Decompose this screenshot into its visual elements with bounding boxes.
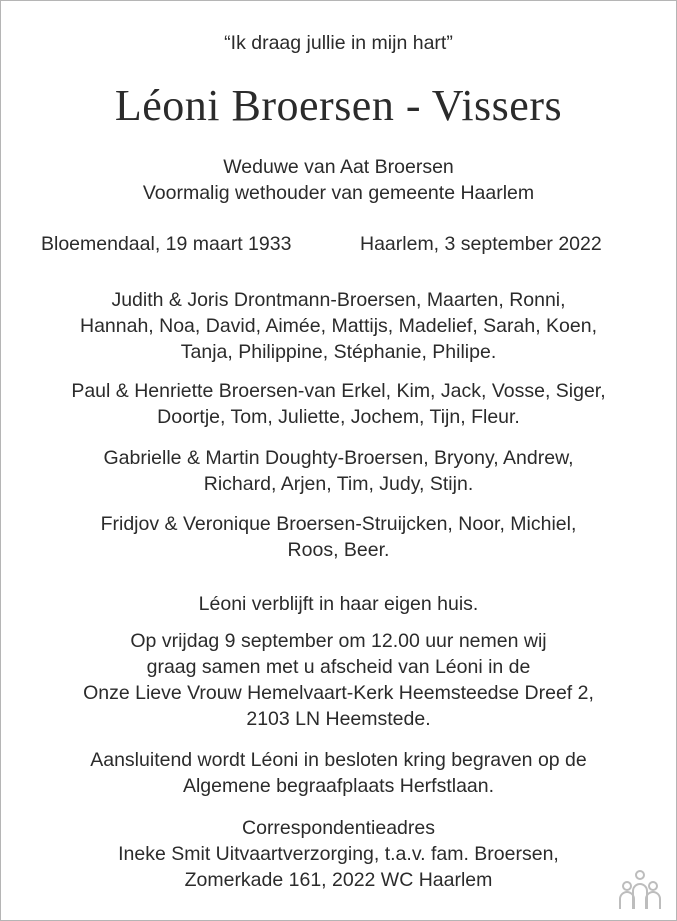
family-group (1, 287, 676, 365)
family-line: Tanja, Philippine, Stéphanie, Philipe. (180, 341, 497, 363)
family-group (1, 511, 676, 563)
family-line: Paul & Henriette Broersen-van Erkel, Kim, Jack, Vosse, Siger, (71, 380, 606, 402)
ceremony-line: Op vrijdag 9 september om 12.00 uur nemen wij (130, 630, 547, 652)
description-line: Voormalig wethouder van gemeente Haarlem (142, 182, 535, 204)
correspondence-line: Ineke Smit Uitvaartverzorging, t.a.v. fam. Broersen, (118, 843, 559, 865)
family-line: Judith & Joris Drontmann-Broersen, Maarten, Ronni, (111, 289, 566, 311)
family-group (1, 445, 676, 497)
ceremony-line: 2103 LN Heemstede. (246, 708, 431, 730)
quote: “Ik draag jullie in mijn hart” (224, 32, 453, 54)
family-line: Hannah, Noa, David, Aimée, Mattijs, Madelief, Sarah, Koen, (79, 315, 598, 337)
ceremony-notice (1, 628, 676, 732)
stay-line: Léoni verblijft in haar eigen huis. (198, 593, 479, 615)
birth-date: Bloemendaal, 19 maart 1933 (41, 233, 292, 255)
correspondence-line: Correspondentieadres (242, 817, 435, 839)
ceremony-line: graag samen met u afscheid van Léoni in de (146, 656, 531, 678)
ceremony-line: Onze Lieve Vrouw Hemelvaart-Kerk Heemsteedse Dreef 2, (83, 682, 594, 704)
correspondence-address (1, 815, 676, 893)
death-date: Haarlem, 3 september 2022 (360, 233, 602, 255)
burial-notice (1, 747, 676, 799)
family-line: Richard, Arjen, Tim, Judy, Stijn. (203, 473, 474, 495)
description (1, 154, 676, 206)
family-line: Fridjov & Veronique Broersen-Struijcken, Noor, Michiel, (100, 513, 577, 535)
family-group (1, 378, 676, 430)
burial-line: Algemene begraafplaats Herfstlaan. (182, 775, 495, 797)
family-line: Gabrielle & Martin Doughty-Broersen, Bryony, Andrew, (103, 447, 574, 469)
family-group-icon (616, 869, 664, 911)
stay-notice (1, 591, 676, 617)
life-dates (1, 231, 676, 257)
deceased-name: Léoni Broersen - Vissers (114, 81, 563, 130)
family-line: Roos, Beer. (287, 539, 390, 561)
description-line: Weduwe van Aat Broersen (223, 156, 454, 178)
correspondence-line: Zomerkade 161, 2022 WC Haarlem (184, 869, 493, 891)
family-line: Doortje, Tom, Juliette, Jochem, Tijn, Fleur. (157, 406, 520, 428)
burial-line: Aansluitend wordt Léoni in besloten kring begraven op de (90, 749, 587, 771)
